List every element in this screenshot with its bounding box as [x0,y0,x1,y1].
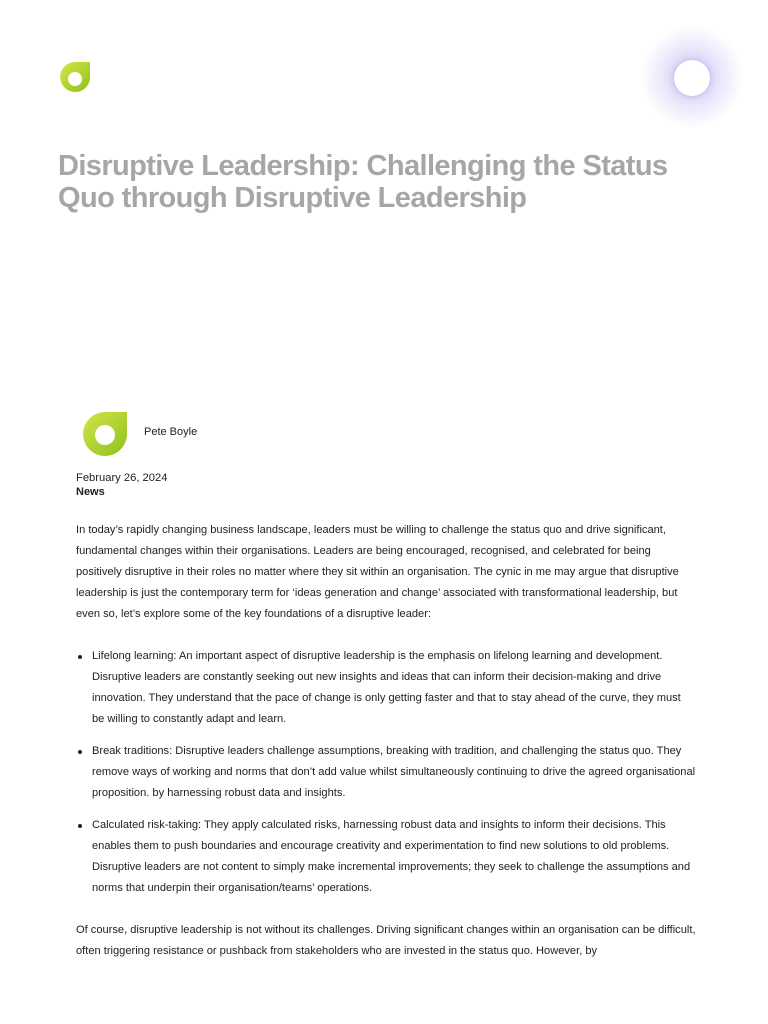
publish-date: February 26, 2024 [76,472,168,484]
list-item: Lifelong learning: An important aspect of disruptive leadership is the emphasis on lifelong learning and development. Disruptive leaders are constantly seeking out new insights and ideas that can inform their decision-making and drive innovation. They understand that the pace of change is only getting faster and that to stay ahead of the curve, they must be willing to constantly adapt and learn. [76,646,696,730]
brand-drop-logo-icon[interactable] [58,60,92,96]
menu-button[interactable] [674,60,710,96]
author-name[interactable]: Pete Boyle [144,426,198,438]
author-avatar [82,410,128,458]
article-title: Disruptive Leadership: Challenging the Status Quo through Disruptive Leadership [58,150,668,214]
closing-paragraph: Of course, disruptive leadership is not without its challenges. Driving significant changes within an organisation can be difficult, often triggering resistance or pushback from stakeholders who are invested in the status quo. However, by [76,924,696,957]
list-item: Calculated risk-taking: They apply calculated risks, harnessing robust data and insights to inform their decisions. This enables them to push boundaries and encourage creativity and experimentation to find new solutions to old problems. Disruptive leaders are not content to simply make incremental improvements; they seek to challenge the assumptions and norms that underpin their organisation/teams’ operations. [76,815,696,899]
article-body [76,520,696,962]
category-link[interactable]: News [76,486,105,498]
intro-paragraph: In today’s rapidly changing business landscape, leaders must be willing to challenge the status quo and drive significant, fundamental changes within their organisations. Leaders are being encouraged, recognised, and celebrated for being positively disruptive in their roles no matter where they sit within an organisation. The cynic in me may argue that disruptive leadership is just the contemporary term for ‘ideas generation and change’ associated with transformational leadership, but even so, let’s explore some of the key foundations of a disruptive leader: [76,524,679,620]
list-item: Break traditions: Disruptive leaders challenge assumptions, breaking with tradition, and challenging the status quo. They remove ways of working and norms that don’t add value whilst simultaneously continuing to drive the agreed organisational proposition. by harnessing robust data and insights. [76,741,696,804]
key-foundations-list [76,646,696,899]
